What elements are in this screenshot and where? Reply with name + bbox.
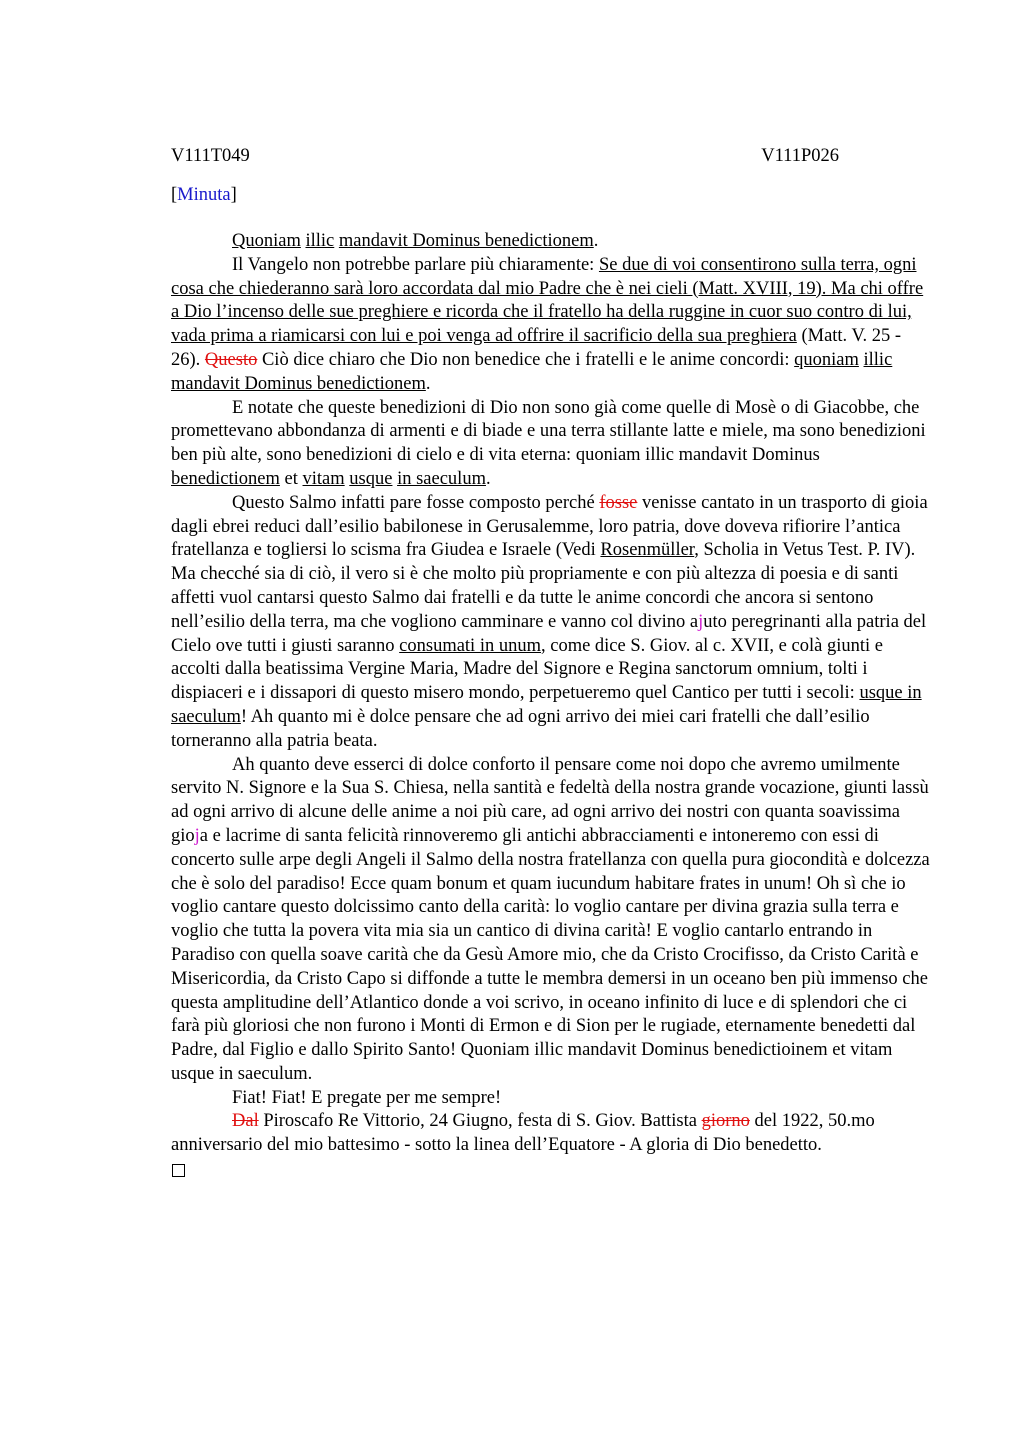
paragraph-5 xyxy=(171,754,931,1087)
minuta-label xyxy=(171,184,931,208)
p4-rosenmuller: Rosenmüller xyxy=(600,540,695,561)
paragraph-4 xyxy=(171,492,931,754)
p4-d: , come dice S. Giov. al c. XVII, e colà giunti e accolti dalla beatissima Vergine Maria, Madre del Signore e Regina sanctorum omnium, tolti i dispiaceri e i dissapori di questo misero mondo, perpetueremo quel Cantico per tutti i secoli: xyxy=(171,635,883,704)
p1-mandavit: mandavit Dominus benedictionem xyxy=(338,231,594,251)
p1-quoniam: Quoniam xyxy=(232,231,301,251)
minuta-bracket-open: [ xyxy=(171,185,178,205)
paragraph-6 xyxy=(171,1087,931,1111)
p2-illic: illic xyxy=(863,349,893,370)
p4-consumati: consumati in unum xyxy=(399,635,541,656)
paragraph-1 xyxy=(171,230,931,254)
p6-text: Fiat! Fiat! E pregate per me sempre! xyxy=(232,1087,502,1108)
p1-illic: illic xyxy=(305,231,335,251)
paragraph-3 xyxy=(171,397,931,492)
p2-quoniam: quoniam xyxy=(794,349,859,370)
p4-magenta-j: j xyxy=(698,611,704,632)
p7-a: Piroscafo Re Vittorio, 24 Giugno, festa di S. Giov. Battista xyxy=(258,1111,702,1132)
p2-mandavit: mandavit Dominus benedictionem xyxy=(171,373,426,394)
p4-pre: Questo Salmo infatti pare fosse composto perché xyxy=(232,492,600,513)
p3-in-saeculum: in saeculum xyxy=(397,468,486,489)
p7-b: del 1922, 50.mo anniversario del mio battesimo - sotto la linea dell’Equatore - A gloria di Dio benedetto. xyxy=(171,1111,875,1156)
document-page xyxy=(171,145,931,1177)
p3-vitam: vitam xyxy=(302,468,345,489)
paragraph-7 xyxy=(171,1110,931,1158)
p1-end: . xyxy=(593,231,599,251)
p4-b: , Scholia in Vetus Test. P. IV). Ma checché sia di ciò, il vero si è che molto più propriamente e con più altezza di poesia e di santi affetti vuol cantarsi questo Salmo dai fratelli e da tutte le anime concordi che ancora si sentono nell’esilio della terra, ma che vogliono camminare e vanno col divino a xyxy=(171,540,916,632)
p3-usque: usque xyxy=(349,468,393,489)
p2-strike: Questo xyxy=(204,349,258,370)
p4-usque: usque in saeculum xyxy=(171,683,922,727)
p4-strike: fosse xyxy=(599,492,638,513)
p5-b: a e lacrime di santa felicità rinnoveremo gli antichi abbracciamenti e intoneremo con essi di concerto sulle arpe degli Angeli il Salmo della nostra fratellanza con quella pura giocondità e dolcezza che è solo del paradiso! Ecce quam bonum et quam iucundum habitare frates in unum! Oh sì che io voglio cantare questo dolcissimo canto della carità: lo voglio cantare per divina grazia sulla terra e voglio che tutta la povera vita mia sia un cantico di divina carità! E voglio cantarlo entrando in Paradiso con quella soave carità che da Gesù Amore mio, che da Cristo Crocifisso, da Cristo Carità e Misericordia, da Cristo Capo si diffonde a tutte le membra demersi in un oceano ben più immenso che questa amplitudine dell’Atlantico donde a voi scrivo, in oceano infinito di luce e di splendori che ci farà più gloriosi che non furono i Monti di Ermon e di Sion per le rugiade, eternamente benedetti dal Padre, dal Figlio e dallo Spirito Santo! Quoniam illic mandavit Dominus benedictioinem et vitam usque in saeculum. xyxy=(171,825,930,1084)
p3-pre: E notate che queste benedizioni di Dio non sono già come quelle di Mosè o di Giacobbe, che promettevano abbondanza di armenti e di biade e una terra stillante latte e miele, ma sono benedizioni ben più alte, sono benedizioni di cielo e di vita eterna: quoniam illic mandavit Dominus xyxy=(171,397,926,466)
minuta-bracket-close: ] xyxy=(230,185,237,205)
header-right-code: V111P026 xyxy=(761,146,839,166)
document-header xyxy=(171,145,839,171)
p3-end: . xyxy=(485,468,491,489)
header-left-code: V111T049 xyxy=(171,146,250,166)
p7-strike-giorno: giorno xyxy=(701,1111,750,1132)
empty-square-icon xyxy=(172,1164,185,1177)
p5-magenta-j: j xyxy=(194,825,200,846)
p2-end: . xyxy=(425,373,431,394)
p3-et: et xyxy=(279,468,303,489)
p2-quote: Se due di voi consentirono sulla terra, ogni cosa che chiederanno sarà loro accordata dal mio Padre che è nei cieli (Matt. XVIII, 19). Ma chi offre a Dio l’incenso delle sue preghiere e ricorda che il fratello ha della ruggine in cuor suo contro di lui, vada prima a riamicarsi con lui e poi venga ad offrire il sacrificio della sua preghiera xyxy=(171,254,924,347)
p4-a: venisse cantato in un trasporto di gioia dagli ebrei reduci dall’esilio babilonese in Gerusalemme, loro patria, dove doveva rifiorire l’antica fratellanza e togliersi lo scisma fra Giudea e Israele (Vedi xyxy=(171,492,928,561)
minuta-link[interactable]: Minuta xyxy=(177,185,231,205)
p4-e: ! Ah quanto mi è dolce pensare che ad ogni arrivo dei miei cari fratelli che dall’esilio torneranno alla patria beata. xyxy=(171,706,870,751)
p5-a: Ah quanto deve esserci di dolce conforto il pensare come noi dopo che avremo umilmente servito N. Signore e la Sua S. Chiesa, nella santità e fedeltà della nostra grande vocazione, giunti lassù ad ogni arrivo di alcune delle anime a noi più care, ad ogni arrivo dei nostri con quanta soavissima gio xyxy=(171,754,929,846)
p7-strike-dal: Dal xyxy=(232,1111,259,1132)
p2-ref: (Matt. V. 25 - 26). xyxy=(171,326,901,370)
paragraph-2 xyxy=(171,254,931,397)
p2-mid: Ciò dice chiaro che Dio non benedice che i fratelli e le anime concordi: xyxy=(257,349,795,370)
p4-c: uto peregrinanti alla patria del Cielo ove tutti i giusti saranno xyxy=(171,611,927,656)
p3-benedictionem: benedictionem xyxy=(171,468,280,489)
p2-pre: Il Vangelo non potrebbe parlare più chiaramente: xyxy=(232,254,599,275)
